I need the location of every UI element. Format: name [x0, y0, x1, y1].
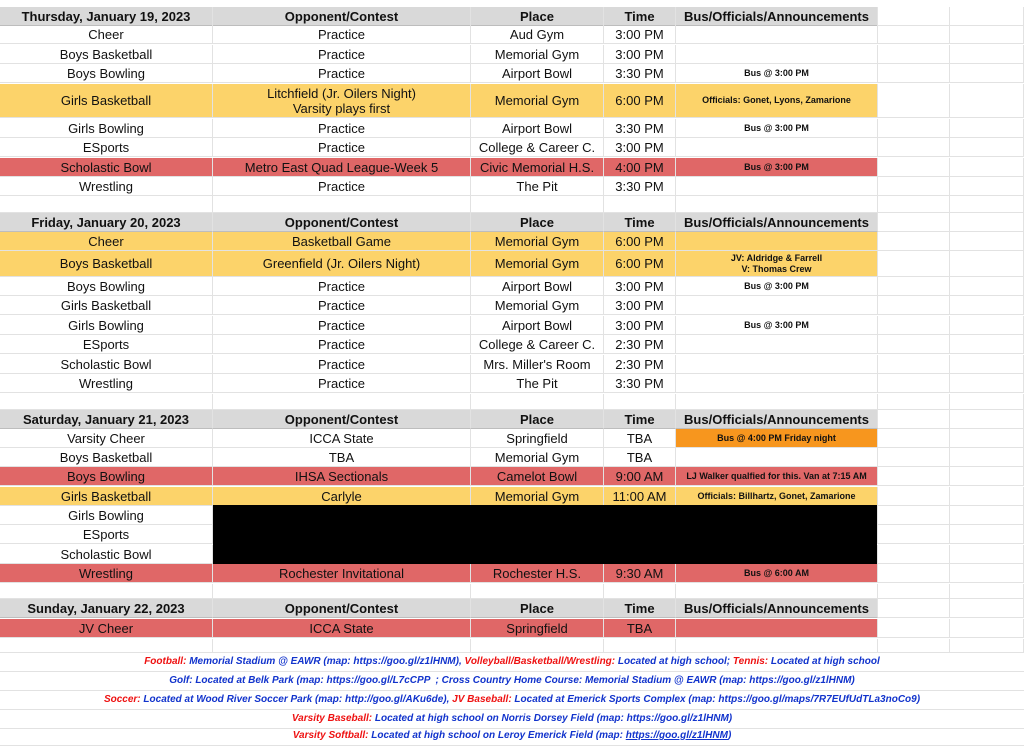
event-contest[interactable]: Practice [213, 316, 471, 335]
event-note[interactable]: Officials: Billhartz, Gonet, Zamarione [676, 487, 878, 506]
empty-cell[interactable] [950, 525, 1024, 544]
event-place[interactable]: Camelot Bowl [471, 467, 604, 486]
event-place[interactable]: Airport Bowl [471, 277, 604, 296]
day-date[interactable]: Friday, January 20, 2023 [0, 213, 213, 232]
empty-cell[interactable] [950, 84, 1024, 118]
location-text: Varsity Baseball: [291, 713, 373, 724]
event-time[interactable]: 3:00 PM [604, 316, 676, 335]
empty-cell[interactable] [950, 316, 1024, 335]
event-place[interactable]: Memorial Gym [471, 45, 604, 64]
empty-cell[interactable] [878, 296, 950, 315]
event-sport[interactable]: Boys Basketball [0, 251, 213, 277]
location-note [0, 726, 1024, 746]
empty-cell[interactable] [604, 584, 676, 599]
event-place[interactable]: Memorial Gym [471, 296, 604, 315]
event-place[interactable]: Rochester H.S. [471, 564, 604, 583]
event-note[interactable] [676, 232, 878, 251]
event-row [0, 45, 1024, 64]
empty-cell[interactable] [950, 584, 1024, 599]
col-time-header[interactable]: Time [604, 599, 676, 618]
col-notes-header[interactable]: Bus/Officials/Announcements [676, 7, 878, 26]
event-time[interactable]: 3:30 PM [604, 119, 676, 138]
empty-cell[interactable] [950, 119, 1024, 138]
event-contest[interactable]: Practice [213, 335, 471, 354]
event-contest[interactable]: Practice [213, 45, 471, 64]
event-note[interactable]: Bus @ 3:00 PM [676, 316, 878, 335]
empty-cell[interactable] [878, 25, 950, 44]
empty-cell[interactable] [950, 45, 1024, 64]
event-note[interactable]: Bus @ 3:00 PM [676, 158, 878, 177]
empty-cell[interactable] [878, 506, 950, 525]
event-contest[interactable]: Practice [213, 277, 471, 296]
empty-cell[interactable] [878, 213, 950, 232]
event-note[interactable]: Officials: Gonet, Lyons, Zamarione [676, 84, 878, 118]
event-note[interactable] [676, 448, 878, 467]
event-sport[interactable]: ESports [0, 525, 213, 544]
empty-cell[interactable] [950, 374, 1024, 393]
day-header-row [0, 7, 1024, 26]
event-sport[interactable]: Girls Bowling [0, 506, 213, 525]
empty-cell[interactable] [878, 158, 950, 177]
event-time[interactable]: TBA [604, 619, 676, 638]
event-place[interactable]: Springfield [471, 429, 604, 448]
empty-cell[interactable] [950, 506, 1024, 525]
event-place[interactable]: Civic Memorial H.S. [471, 158, 604, 177]
event-time[interactable]: 6:00 PM [604, 232, 676, 251]
event-contest[interactable]: Practice [213, 64, 471, 83]
empty-cell[interactable] [878, 545, 950, 564]
location-text: Memorial Stadium @ EAWR (map: https://goo.gl/z1lHNM), [186, 656, 465, 667]
event-contest[interactable]: Greenfield (Jr. Oilers Night) [213, 251, 471, 277]
event-place[interactable]: College & Career C. [471, 138, 604, 157]
event-note[interactable] [676, 25, 878, 44]
redacted-block [213, 505, 877, 564]
event-time[interactable]: 3:00 PM [604, 45, 676, 64]
empty-cell[interactable] [471, 584, 604, 599]
event-note[interactable] [676, 619, 878, 638]
event-time[interactable]: 3:00 PM [604, 25, 676, 44]
day-header-row [0, 599, 1024, 618]
empty-cell[interactable] [471, 196, 604, 213]
col-contest-header[interactable]: Opponent/Contest [213, 7, 471, 26]
event-note[interactable]: Bus @ 4:00 PM Friday night [676, 429, 878, 448]
event-sport[interactable]: Cheer [0, 232, 213, 251]
empty-cell[interactable] [950, 158, 1024, 177]
event-sport[interactable]: Girls Basketball [0, 84, 213, 118]
event-sport[interactable]: Girls Bowling [0, 119, 213, 138]
col-time-header[interactable]: Time [604, 410, 676, 429]
location-text: Tennis: [732, 656, 769, 667]
empty-cell[interactable] [471, 639, 604, 653]
empty-cell[interactable] [878, 64, 950, 83]
empty-cell[interactable] [878, 196, 950, 213]
location-note [0, 652, 1024, 672]
location-text: Varsity Softball: [292, 730, 369, 741]
location-text: Soccer: [103, 694, 141, 705]
empty-cell[interactable] [0, 584, 213, 599]
col-place-header[interactable]: Place [471, 7, 604, 26]
event-place[interactable]: Memorial Gym [471, 251, 604, 277]
location-note [0, 690, 1024, 710]
event-time[interactable]: 3:00 PM [604, 296, 676, 315]
event-note[interactable] [676, 177, 878, 196]
empty-cell[interactable] [213, 394, 471, 410]
empty-cell[interactable] [676, 394, 878, 410]
empty-cell[interactable] [950, 7, 1024, 26]
empty-cell[interactable] [471, 394, 604, 410]
event-note[interactable] [676, 296, 878, 315]
event-row [0, 374, 1024, 393]
event-row [0, 619, 1024, 638]
event-place[interactable]: Airport Bowl [471, 64, 604, 83]
event-place[interactable]: The Pit [471, 177, 604, 196]
empty-cell[interactable] [950, 177, 1024, 196]
empty-cell[interactable] [950, 410, 1024, 429]
location-note [0, 671, 1024, 691]
empty-cell[interactable] [950, 296, 1024, 315]
col-time-header[interactable]: Time [604, 213, 676, 232]
event-time[interactable]: 9:00 AM [604, 467, 676, 486]
event-row [0, 448, 1024, 467]
event-note[interactable]: Bus @ 3:00 PM [676, 277, 878, 296]
col-time-header[interactable]: Time [604, 7, 676, 26]
event-place[interactable]: Memorial Gym [471, 487, 604, 506]
event-sport[interactable]: Girls Bowling [0, 316, 213, 335]
empty-cell[interactable] [878, 639, 950, 653]
event-note[interactable]: LJ Walker qualfied for this. Van at 7:15 AM [676, 467, 878, 486]
empty-cell[interactable] [878, 277, 950, 296]
empty-cell[interactable] [950, 639, 1024, 653]
event-contest[interactable]: Practice [213, 138, 471, 157]
event-place[interactable]: Airport Bowl [471, 119, 604, 138]
event-row [0, 158, 1024, 177]
event-contest[interactable]: Basketball Game [213, 232, 471, 251]
map-link[interactable]: https://goo.gl/z1lHNM [625, 730, 728, 741]
col-place-header[interactable]: Place [471, 213, 604, 232]
event-place[interactable]: College & Career C. [471, 335, 604, 354]
location-text: Golf: [169, 675, 193, 686]
empty-cell[interactable] [878, 7, 950, 26]
empty-cell[interactable] [950, 232, 1024, 251]
event-contest[interactable]: Practice [213, 25, 471, 44]
empty-cell[interactable] [878, 564, 950, 583]
event-row [0, 564, 1024, 583]
col-place-header[interactable]: Place [471, 410, 604, 429]
empty-cell[interactable] [878, 335, 950, 354]
empty-cell[interactable] [676, 584, 878, 599]
day-date[interactable]: Thursday, January 19, 2023 [0, 7, 213, 26]
event-sport[interactable]: Girls Basketball [0, 487, 213, 506]
empty-cell[interactable] [878, 487, 950, 506]
empty-cell[interactable] [950, 564, 1024, 583]
empty-cell[interactable] [950, 599, 1024, 618]
empty-cell[interactable] [878, 619, 950, 638]
event-row [0, 25, 1024, 44]
event-note[interactable]: Bus @ 3:00 PM [676, 119, 878, 138]
spacer-row [0, 639, 1024, 653]
event-time[interactable]: 2:30 PM [604, 355, 676, 374]
event-time[interactable]: 6:00 PM [604, 251, 676, 277]
event-sport[interactable]: Scholastic Bowl [0, 545, 213, 564]
event-row [0, 296, 1024, 315]
event-contest[interactable]: Practice [213, 355, 471, 374]
event-note[interactable]: Bus @ 6:00 AM [676, 564, 878, 583]
empty-cell[interactable] [950, 545, 1024, 564]
event-note[interactable] [676, 45, 878, 64]
event-time[interactable]: TBA [604, 448, 676, 467]
empty-cell[interactable] [878, 355, 950, 374]
event-sport[interactable]: Scholastic Bowl [0, 355, 213, 374]
event-time[interactable]: 3:00 PM [604, 138, 676, 157]
empty-cell[interactable] [0, 196, 213, 213]
event-sport[interactable]: Boys Bowling [0, 64, 213, 83]
col-place-header[interactable]: Place [471, 599, 604, 618]
empty-cell[interactable] [878, 599, 950, 618]
empty-cell[interactable] [878, 394, 950, 410]
event-row [0, 277, 1024, 296]
empty-cell[interactable] [213, 639, 471, 653]
empty-cell[interactable] [604, 196, 676, 213]
event-sport[interactable]: ESports [0, 138, 213, 157]
event-sport[interactable]: Boys Basketball [0, 448, 213, 467]
event-note[interactable] [676, 335, 878, 354]
event-note[interactable] [676, 138, 878, 157]
empty-cell[interactable] [878, 410, 950, 429]
col-contest-header[interactable]: Opponent/Contest [213, 599, 471, 618]
empty-cell[interactable] [878, 138, 950, 157]
empty-cell[interactable] [950, 448, 1024, 467]
event-row [0, 177, 1024, 196]
event-time[interactable]: 4:00 PM [604, 158, 676, 177]
empty-cell[interactable] [878, 45, 950, 64]
location-text: Located at high school on Leroy Emerick Field (map: [368, 730, 626, 741]
event-time[interactable]: 3:00 PM [604, 277, 676, 296]
event-time[interactable]: 6:00 PM [604, 84, 676, 118]
empty-cell[interactable] [950, 213, 1024, 232]
event-time[interactable]: 11:00 AM [604, 487, 676, 506]
empty-cell[interactable] [950, 619, 1024, 638]
location-text: JV Baseball: [452, 694, 512, 705]
empty-cell[interactable] [950, 251, 1024, 277]
empty-cell[interactable] [213, 584, 471, 599]
event-time[interactable]: 3:30 PM [604, 374, 676, 393]
event-sport[interactable]: JV Cheer [0, 619, 213, 638]
event-time[interactable]: 9:30 AM [604, 564, 676, 583]
empty-cell[interactable] [878, 84, 950, 118]
empty-cell[interactable] [604, 639, 676, 653]
empty-cell[interactable] [950, 467, 1024, 486]
empty-cell[interactable] [878, 525, 950, 544]
event-contest[interactable]: ICCA State [213, 429, 471, 448]
location-text: Located at Belk Park (map: https://goo.gl/L7cCPP ; Cross Country Home Course: Memorial Stadium @ EAWR (map: https://goo.gl/z1lHNM) [192, 675, 855, 686]
empty-cell[interactable] [878, 467, 950, 486]
location-text: Located at high school on Norris Dorsey Field (map: https://goo.gl/z1lHNM) [372, 713, 733, 724]
event-contest[interactable]: ICCA State [213, 619, 471, 638]
spacer-row [0, 584, 1024, 599]
spacer-row [0, 196, 1024, 213]
event-sport[interactable]: Boys Basketball [0, 45, 213, 64]
location-text: ) [727, 730, 732, 741]
event-contest[interactable]: Metro East Quad League-Week 5 [213, 158, 471, 177]
day-header-row [0, 410, 1024, 429]
event-row [0, 119, 1024, 138]
event-place[interactable]: Memorial Gym [471, 232, 604, 251]
empty-cell[interactable] [878, 251, 950, 277]
empty-cell[interactable] [950, 355, 1024, 374]
event-row [0, 335, 1024, 354]
event-sport[interactable]: Cheer [0, 25, 213, 44]
event-note[interactable]: Bus @ 3:00 PM [676, 64, 878, 83]
event-contest[interactable]: Carlyle [213, 487, 471, 506]
empty-cell[interactable] [950, 196, 1024, 213]
event-place[interactable]: Memorial Gym [471, 84, 604, 118]
empty-cell[interactable] [950, 138, 1024, 157]
event-contest[interactable]: Practice [213, 177, 471, 196]
location-text: Located at high school [768, 656, 880, 667]
event-sport[interactable]: Wrestling [0, 177, 213, 196]
event-contest[interactable]: Practice [213, 374, 471, 393]
event-note[interactable] [676, 355, 878, 374]
event-place[interactable]: Aud Gym [471, 25, 604, 44]
empty-cell[interactable] [878, 316, 950, 335]
location-text: Volleyball/Basketball/Wrestling: [464, 656, 616, 667]
empty-cell[interactable] [213, 196, 471, 213]
event-row [0, 84, 1024, 118]
event-row [0, 355, 1024, 374]
col-notes-header[interactable]: Bus/Officials/Announcements [676, 213, 878, 232]
event-contest[interactable]: IHSA Sectionals [213, 467, 471, 486]
event-place[interactable]: Airport Bowl [471, 316, 604, 335]
event-row [0, 429, 1024, 448]
location-text: Football: [144, 656, 187, 667]
event-contest[interactable]: Practice [213, 296, 471, 315]
event-sport[interactable]: Girls Basketball [0, 296, 213, 315]
event-place[interactable]: Mrs. Miller's Room [471, 355, 604, 374]
event-sport[interactable]: Wrestling [0, 374, 213, 393]
empty-cell[interactable] [676, 196, 878, 213]
event-contest[interactable]: Litchfield (Jr. Oilers Night) Varsity plays first [213, 84, 471, 118]
event-row [0, 138, 1024, 157]
day-date[interactable]: Sunday, January 22, 2023 [0, 599, 213, 618]
event-row [0, 232, 1024, 251]
empty-cell[interactable] [950, 335, 1024, 354]
event-sport[interactable]: ESports [0, 335, 213, 354]
location-text: Located at Emerick Sports Complex (map: https://goo.gl/maps/7R7EUfUdTLa3noCo9) [511, 694, 921, 705]
event-time[interactable]: TBA [604, 429, 676, 448]
event-row [0, 251, 1024, 277]
event-place[interactable]: Springfield [471, 619, 604, 638]
event-sport[interactable]: Boys Bowling [0, 467, 213, 486]
event-sport[interactable]: Varsity Cheer [0, 429, 213, 448]
empty-cell[interactable] [950, 429, 1024, 448]
event-row [0, 64, 1024, 83]
empty-cell[interactable] [878, 119, 950, 138]
event-contest[interactable]: Rochester Invitational [213, 564, 471, 583]
event-note[interactable]: JV: Aldridge & Farrell V: Thomas Crew [676, 251, 878, 277]
location-text: Located at Wood River Soccer Park (map: http://goo.gl/AKu6de), [140, 694, 453, 705]
empty-cell[interactable] [878, 374, 950, 393]
empty-cell[interactable] [950, 487, 1024, 506]
day-date[interactable]: Saturday, January 21, 2023 [0, 410, 213, 429]
empty-cell[interactable] [676, 639, 878, 653]
event-row [0, 467, 1024, 486]
empty-cell[interactable] [950, 394, 1024, 410]
event-place[interactable]: Memorial Gym [471, 448, 604, 467]
event-sport[interactable]: Wrestling [0, 564, 213, 583]
event-time[interactable]: 2:30 PM [604, 335, 676, 354]
event-time[interactable]: 3:30 PM [604, 177, 676, 196]
event-row [0, 316, 1024, 335]
col-contest-header[interactable]: Opponent/Contest [213, 213, 471, 232]
empty-cell[interactable] [878, 584, 950, 599]
event-contest[interactable]: Practice [213, 119, 471, 138]
empty-cell[interactable] [878, 232, 950, 251]
col-contest-header[interactable]: Opponent/Contest [213, 410, 471, 429]
location-text: Located at high school; [615, 656, 733, 667]
spacer-row [0, 394, 1024, 410]
event-time[interactable]: 3:30 PM [604, 64, 676, 83]
empty-cell[interactable] [950, 277, 1024, 296]
event-contest[interactable]: TBA [213, 448, 471, 467]
col-notes-header[interactable]: Bus/Officials/Announcements [676, 599, 878, 618]
empty-cell[interactable] [604, 394, 676, 410]
day-header-row [0, 213, 1024, 232]
event-sport[interactable]: Boys Bowling [0, 277, 213, 296]
empty-cell[interactable] [878, 448, 950, 467]
event-note[interactable] [676, 374, 878, 393]
empty-cell[interactable] [950, 25, 1024, 44]
empty-cell[interactable] [878, 177, 950, 196]
empty-cell[interactable] [950, 64, 1024, 83]
event-place[interactable]: The Pit [471, 374, 604, 393]
empty-cell[interactable] [0, 394, 213, 410]
event-row [0, 487, 1024, 506]
empty-cell[interactable] [0, 639, 213, 653]
empty-cell[interactable] [878, 429, 950, 448]
col-notes-header[interactable]: Bus/Officials/Announcements [676, 410, 878, 429]
event-sport[interactable]: Scholastic Bowl [0, 158, 213, 177]
